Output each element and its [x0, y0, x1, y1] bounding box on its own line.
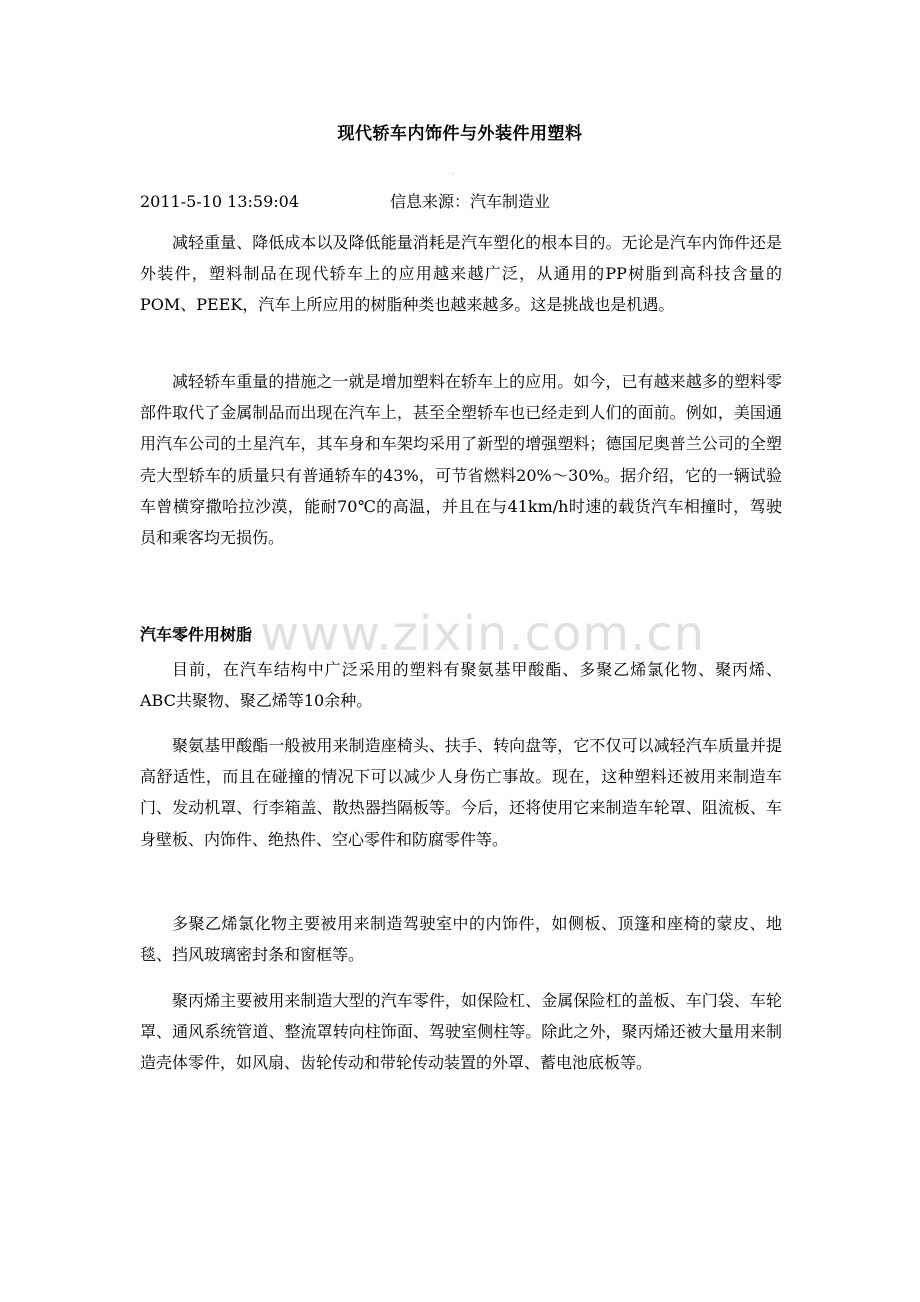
section-paragraph-1: 目前，在汽车结构中广泛采用的塑料有聚氨基甲酸酯、多聚乙烯氯化物、聚丙烯、ABC共聚物、聚乙烯等10余种。: [140, 660, 782, 711]
article-meta: [140, 190, 551, 214]
intro-paragraph-2: 减轻轿车重量的措施之一就是增加塑料在轿车上的应用。如今，已有越来越多的塑料零部件取代了金属制品而出现在汽车上，甚至全塑轿车也已经走到人们的面前。例如，美国通用汽车公司的土星汽车，其车身和车架均采用了新型的增强塑料；德国尼奥普兰公司的全塑壳大型轿车的质量只有普通轿车的43%，可节省燃料20%～30%。据介绍，它的一辆试验车曾横穿撒哈拉沙漠，能耐70℃的高温，并且在与41km/h时速的载货汽车相撞时，驾驶员和乘客均无损伤。: [140, 372, 782, 548]
watermark: www.zixin.com.cn: [260, 606, 706, 662]
info-source: 信息来源：汽车制造业: [390, 192, 551, 211]
section-paragraph-4: 聚丙烯主要被用来制造大型的汽车零件，如保险杠、金属保险杠的盖板、车门袋、车轮罩、通风系统管道、整流罩转向柱饰面、驾驶室侧柱等。除此之外，聚丙烯还被大量用来制造壳体零件，如风扇、齿轮传动和带轮传动装置的外罩、蓄电池底板等。: [140, 991, 782, 1073]
section-heading: 汽车零件用树脂: [140, 625, 253, 644]
separator-dot: ·: [452, 170, 455, 179]
document-title: 现代轿车内饰件与外装件用塑料: [337, 124, 583, 144]
publish-date: 2011-5-10 13:59:04: [140, 192, 300, 211]
intro-paragraph-1: 减轻重量、降低成本以及降低能量消耗是汽车塑化的根本目的。无论是汽车内饰件还是外装件，塑料制品在现代轿车上的应用越来越广泛，从通用的PP树脂到高科技含量的POM、PEEK，汽车上所应用的树脂种类也越来越多。这是挑战也是机遇。: [140, 233, 782, 315]
section-paragraph-2: 聚氨基甲酸酯一般被用来制造座椅头、扶手、转向盘等，它不仅可以减轻汽车质量并提高舒适性，而且在碰撞的情况下可以减少人身伤亡事故。现在，这种塑料还被用来制造车门、发动机罩、行李箱盖、散热器挡隔板等。今后，还将使用它来制造车轮罩、阻流板、车身壁板、内饰件、绝热件、空心零件和防腐零件等。: [140, 736, 782, 849]
section-paragraph-3: 多聚乙烯氯化物主要被用来制造驾驶室中的内饰件，如侧板、顶篷和座椅的蒙皮、地毯、挡风玻璃密封条和窗框等。: [140, 914, 782, 965]
